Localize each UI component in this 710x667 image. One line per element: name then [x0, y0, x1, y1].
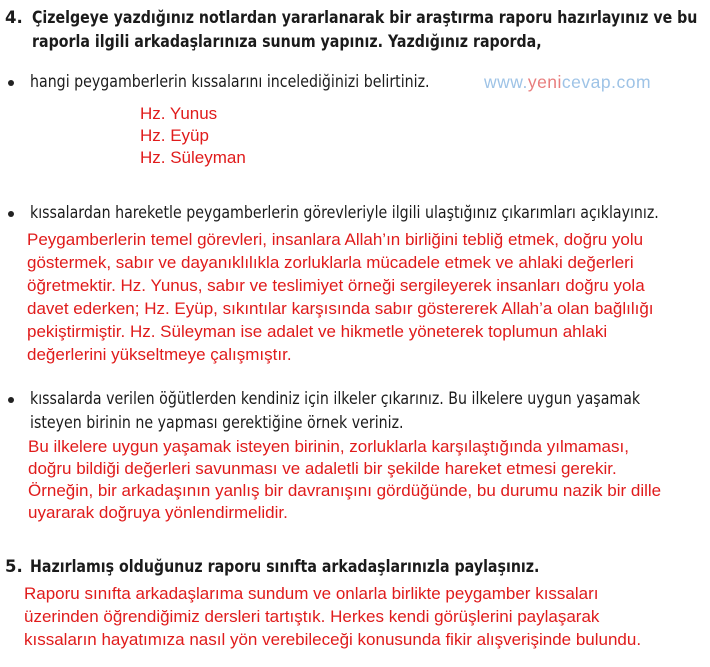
- question-5-number: 5.: [5, 557, 23, 576]
- answer-5-line-3: kıssaların hayatımıza nasıl yön verebileceği konusunda fikir alışverişinde bulundu.: [24, 630, 642, 649]
- bullet-3-dot: [8, 397, 14, 403]
- answer-1-line-1: Hz. Yunus: [140, 104, 218, 123]
- answer-2-line-3: öğretmektir. Hz. Yunus, sabır ve teslimiyet örneği sergileyerek insanları doğru yola: [27, 276, 645, 295]
- bullet-2-text: kıssalardan hareketle peygamberlerin görevleriyle ilgili ulaştığınız çıkarımları açıklayınız.: [30, 203, 659, 222]
- answer-3-line-4: uyararak doğruya yönlendirmelidir.: [28, 503, 288, 522]
- bullet-2-dot: [8, 211, 14, 217]
- bullet-3-line-2: isteyen birinin ne yapması gerektiğine örnek veriniz.: [30, 413, 404, 432]
- watermark-accent: yeni: [527, 72, 562, 92]
- answer-3-line-1: Bu ilkelere uygun yaşamak isteyen birinin, zorluklarla karşılaştığında yılmaması,: [28, 437, 629, 456]
- answer-2-line-2: göstermek, sabır ve dayanıklılıkla zorluklarla mücadele etmek ve ahlaki değerleri: [27, 253, 634, 272]
- answer-3-line-3: Örneğin, bir arkadaşının yanlış bir davranışını gördüğünde, bu durumu nazik bir dille: [28, 481, 662, 500]
- question-4-number: 4.: [5, 8, 23, 27]
- watermark: [484, 72, 651, 93]
- answer-2-line-6: değerlerini yükseltmeye çalışmıştır.: [27, 345, 292, 364]
- bullet-1-dot: [8, 80, 14, 86]
- answer-2-line-4: davet ederken; Hz. Eyüp, sıkıntılar karşısında sabır göstererek Allah’a olan bağlılığı: [27, 299, 654, 318]
- answer-5-line-2: üzerinden öğrendiğimiz dersleri tartıştık. Herkes kendi görüşlerini paylaşarak: [24, 607, 600, 626]
- question-4-line-1: Çizelgeye yazdığınız notlardan yararlanarak bir araştırma raporu hazırlayınız ve bu: [32, 8, 698, 27]
- watermark-pre: www.: [484, 72, 528, 92]
- answer-5-line-1: Raporu sınıfta arkadaşlarıma sundum ve onlarla birlikte peygamber kıssaları: [24, 584, 599, 603]
- answer-3-line-2: doğru bildiği değerleri savunması ve adaletli bir şekilde hareket etmesi gerekir.: [28, 459, 617, 478]
- answer-1-line-2: Hz. Eyüp: [140, 126, 209, 145]
- answer-2-line-5: pekiştirmiştir. Hz. Süleyman ise adalet ve hikmetle yöneterek toplumun ahlaki: [27, 322, 608, 341]
- answer-1-line-3: Hz. Süleyman: [140, 148, 246, 167]
- bullet-1-text: hangi peygamberlerin kıssalarını incelediğinizi belirtiniz.: [30, 72, 430, 91]
- watermark-post: cevap.com: [561, 72, 652, 92]
- answer-2-line-1: Peygamberlerin temel görevleri, insanlara Allah’ın birliğini tebliğ etmek, doğru yolu: [27, 230, 644, 249]
- question-4-line-2: raporla ilgili arkadaşlarınıza sunum yapınız. Yazdığınız raporda,: [32, 32, 542, 51]
- question-5-text: Hazırlamış olduğunuz raporu sınıfta arkadaşlarınızla paylaşınız.: [30, 557, 540, 576]
- bullet-3-line-1: kıssalarda verilen öğütlerden kendiniz için ilkeler çıkarınız. Bu ilkelere uygun yaşamak: [30, 389, 641, 408]
